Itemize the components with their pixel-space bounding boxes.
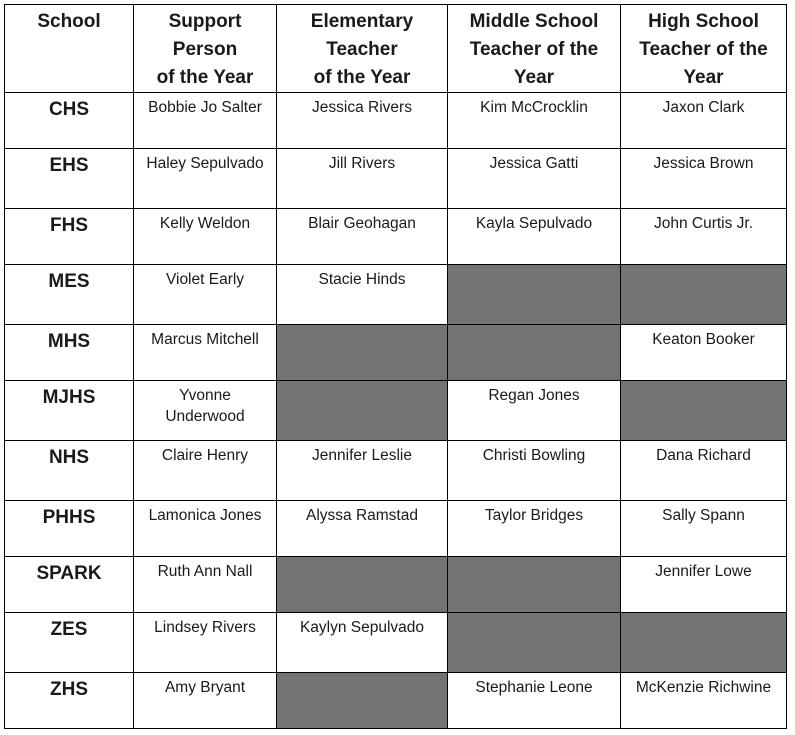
column-header-middle <box>448 5 621 93</box>
table-row <box>5 613 787 673</box>
cell-high: Jessica Brown <box>621 149 787 209</box>
cell-elementary: Jennifer Leslie <box>277 441 448 501</box>
cell-high: Dana Richard <box>621 441 787 501</box>
empty-cell-elementary <box>277 673 448 729</box>
cell-elementary: Blair Geohagan <box>277 209 448 265</box>
table-row <box>5 381 787 441</box>
column-header-line: Year <box>683 67 724 88</box>
school-name-cell: NHS <box>5 441 134 501</box>
school-name-cell: SPARK <box>5 557 134 613</box>
table-row <box>5 93 787 149</box>
cell-middle: Jessica Gatti <box>448 149 621 209</box>
column-header-line: School <box>37 11 101 32</box>
awards-table <box>4 4 787 729</box>
cell-middle: Taylor Bridges <box>448 501 621 557</box>
empty-cell-middle <box>448 557 621 613</box>
table-body <box>5 93 787 729</box>
column-header-line: Elementary <box>310 11 414 32</box>
cell-support: Amy Bryant <box>134 673 277 729</box>
column-header-support <box>134 5 277 93</box>
header-row <box>5 5 787 93</box>
column-header-school <box>5 5 134 93</box>
column-header-high <box>621 5 787 93</box>
school-name-cell: MHS <box>5 325 134 381</box>
cell-elementary: Jessica Rivers <box>277 93 448 149</box>
cell-high: John Curtis Jr. <box>621 209 787 265</box>
empty-cell-middle <box>448 613 621 673</box>
cell-support: Claire Henry <box>134 441 277 501</box>
school-name-cell: ZHS <box>5 673 134 729</box>
cell-middle: Christi Bowling <box>448 441 621 501</box>
cell-high: Sally Spann <box>621 501 787 557</box>
school-name-cell: MJHS <box>5 381 134 441</box>
cell-elementary: Kaylyn Sepulvado <box>277 613 448 673</box>
column-header-line: Middle School <box>469 11 599 32</box>
cell-line: Underwood <box>165 408 245 425</box>
cell-support: Marcus Mitchell <box>134 325 277 381</box>
cell-support: Violet Early <box>134 265 277 325</box>
empty-cell-elementary <box>277 325 448 381</box>
cell-high: Jaxon Clark <box>621 93 787 149</box>
column-header-elementary <box>277 5 448 93</box>
column-header-line: Support <box>168 11 242 32</box>
empty-cell-high <box>621 613 787 673</box>
column-header-line: High School <box>648 11 759 32</box>
column-header-line: of the Year <box>313 67 411 88</box>
cell-elementary: Stacie Hinds <box>277 265 448 325</box>
table-row <box>5 265 787 325</box>
school-name-cell: PHHS <box>5 501 134 557</box>
cell-support: Haley Sepulvado <box>134 149 277 209</box>
cell-high: Keaton Booker <box>621 325 787 381</box>
empty-cell-elementary <box>277 381 448 441</box>
school-name-cell: MES <box>5 265 134 325</box>
cell-middle: Kayla Sepulvado <box>448 209 621 265</box>
empty-cell-high <box>621 381 787 441</box>
table-row <box>5 209 787 265</box>
column-header-line: Teacher <box>326 39 398 60</box>
cell-middle: Kim McCrocklin <box>448 93 621 149</box>
cell-high: Jennifer Lowe <box>621 557 787 613</box>
table-row <box>5 441 787 501</box>
column-header-line: Teacher of the <box>639 39 768 60</box>
cell-middle: Stephanie Leone <box>448 673 621 729</box>
empty-cell-middle <box>448 265 621 325</box>
column-header-line: Teacher of the <box>469 39 599 60</box>
school-name-cell: FHS <box>5 209 134 265</box>
empty-cell-high <box>621 265 787 325</box>
cell-middle: Regan Jones <box>448 381 621 441</box>
cell-support: Kelly Weldon <box>134 209 277 265</box>
cell-support <box>134 381 277 441</box>
school-name-cell: EHS <box>5 149 134 209</box>
cell-high: McKenzie Richwine <box>621 673 787 729</box>
empty-cell-elementary <box>277 557 448 613</box>
table-row <box>5 325 787 381</box>
table-row <box>5 149 787 209</box>
cell-line: Yvonne <box>179 387 231 404</box>
cell-support: Ruth Ann Nall <box>134 557 277 613</box>
cell-support: Lamonica Jones <box>134 501 277 557</box>
column-header-line: of the Year <box>156 67 254 88</box>
column-header-line: Year <box>513 67 555 88</box>
cell-support: Lindsey Rivers <box>134 613 277 673</box>
column-header-line: Person <box>172 39 238 60</box>
table-row <box>5 501 787 557</box>
cell-elementary: Alyssa Ramstad <box>277 501 448 557</box>
school-name-cell: CHS <box>5 93 134 149</box>
table-row <box>5 673 787 729</box>
school-name-cell: ZES <box>5 613 134 673</box>
cell-elementary: Jill Rivers <box>277 149 448 209</box>
empty-cell-middle <box>448 325 621 381</box>
table-row <box>5 557 787 613</box>
cell-support: Bobbie Jo Salter <box>134 93 277 149</box>
